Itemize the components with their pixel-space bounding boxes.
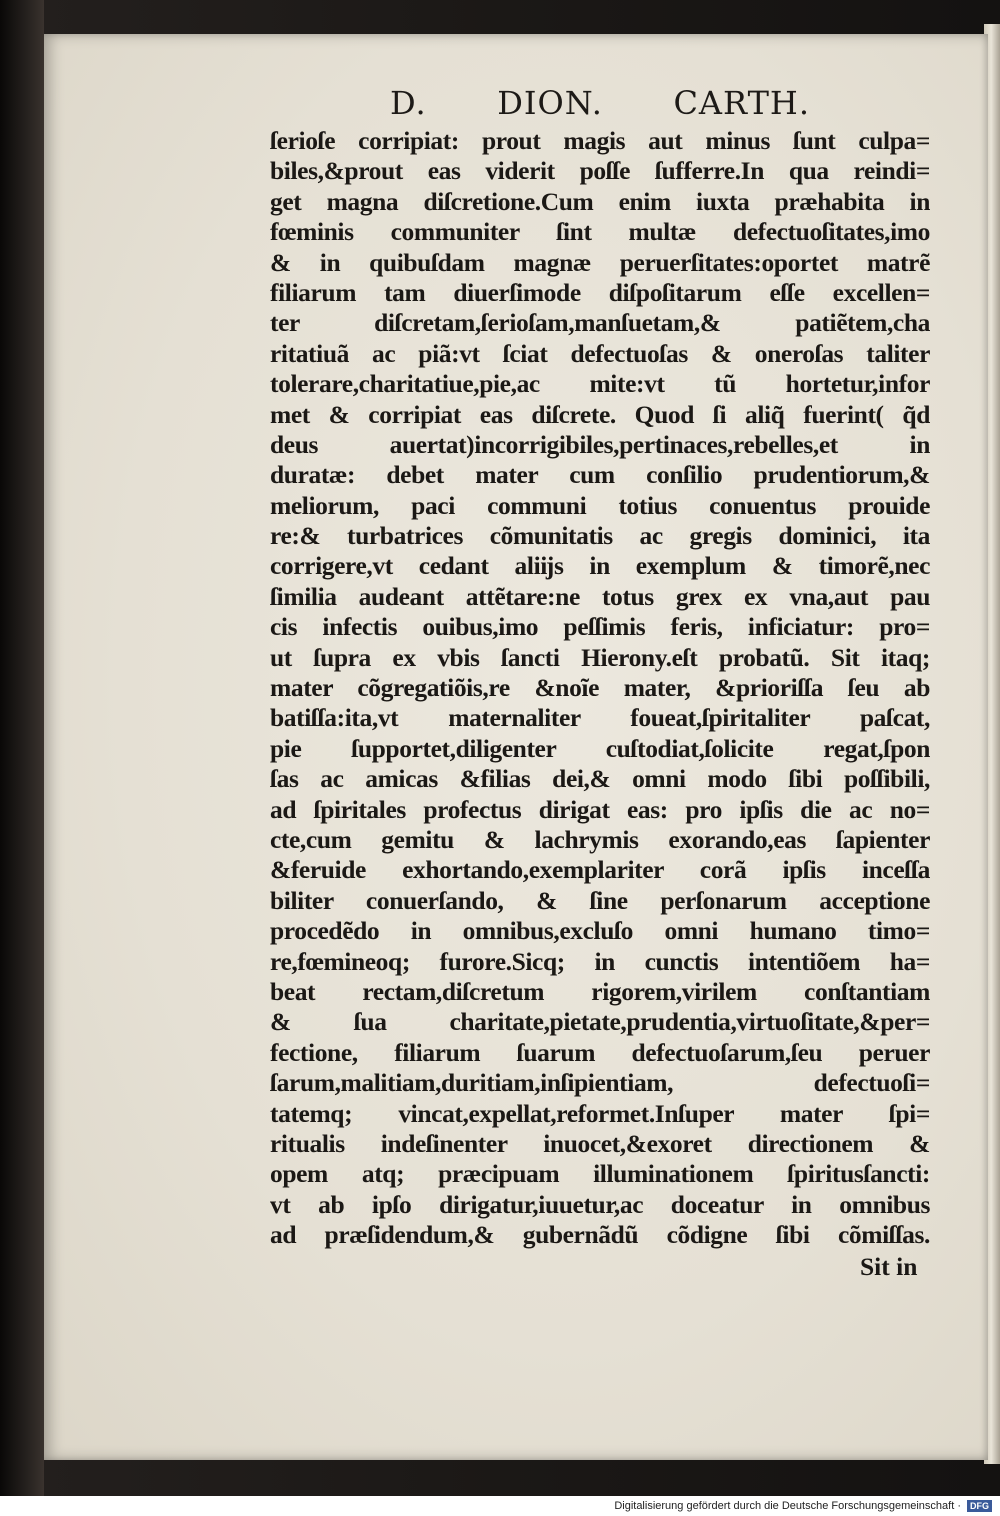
text-line: corrigere,vt cedant aliĳs in exemplum & timorẽ,nec: [270, 551, 930, 581]
text-line: filiarum tam diuerſimode diſpoſitarum eſſe excellen=: [270, 277, 930, 307]
running-head: [390, 84, 810, 122]
running-head-right: CARTH.: [673, 84, 810, 122]
dfg-logo-icon: DFG: [967, 1500, 992, 1512]
text-line: re:& turbatrices cõmunitatis ac gregis dominici, ita: [270, 521, 930, 551]
text-line: cte,cum gemitu & lachrymis exorando,eas ſapienter: [270, 824, 930, 854]
text-line: ut ſupra ex vbis ſancti Hierony.eſt probatũ. Sit itaq;: [270, 642, 930, 672]
text-line: mater cõgregatiõis,re &noĩe mater, &prioriſſa ſeu ab: [270, 673, 930, 703]
text-line: get magna diſcretione.Cum enim iuxta præhabita in: [270, 186, 930, 216]
text-line: ter diſcretam,ſerioſam,manſuetam,& patiẽtem,cha: [270, 308, 930, 338]
text-line: ſerioſe corripiat: prout magis aut minus ſunt culpa=: [270, 126, 930, 155]
text-line: & in quibuſdam magnæ peruerſitates:oportet matrẽ: [270, 247, 930, 277]
text-line: biliter conuerſando, & ſine perſonarum acceptione: [270, 885, 930, 915]
footer-bar: [0, 1496, 1000, 1516]
text-line: batiſſa:ita,vt maternaliter foueat,ſpiritaliter paſcat,: [270, 703, 930, 733]
text-line: duratæ: debet mater cum conſilio prudentiorum,&: [270, 460, 930, 490]
text-line: fectione, filiarum ſuarum defectuoſarum,ſeu peruer: [270, 1037, 930, 1067]
text-line: procedẽdo in omnibus,excluſo omni humano timo=: [270, 916, 930, 946]
text-line: cis infectis ouibus,imo peſſimis feris, inficiatur: pro=: [270, 612, 930, 642]
text-line: ad ſpiritales profectus dirigat eas: pro ipſis die ac no=: [270, 794, 930, 824]
text-line: ad præſidendum,& gubernãdũ cõdigne ſibi cõmiſſas.: [270, 1220, 930, 1250]
text-line: re,fœmineoq; furore.Sicq; in cunctis intentiõem ha=: [270, 946, 930, 976]
text-line: ritatiuã ac piã:vt ſciat defectuoſas & oneroſas taliter: [270, 338, 930, 368]
book-spine-shadow: [0, 0, 44, 1496]
text-line: beat rectam,diſcretum rigorem,virilem conſtantiam: [270, 976, 930, 1006]
footer-credit: Digitalisierung gefördert durch die Deutsche Forschungsgemeinschaft ·: [614, 1500, 961, 1512]
text-line: ſarum,malitiam,duritiam,inſipientiam, defectuoſi=: [270, 1068, 930, 1098]
body-text-block: [270, 126, 930, 1250]
text-line: ſas ac amicas &filias dei,& omni modo ſibi poſſibili,: [270, 764, 930, 794]
text-line: opem atq; præcipuam illuminationem ſpiritusſancti:: [270, 1159, 930, 1189]
text-line: biles,&prout eas viderit poſſe ſufferre.In qua reindi=: [270, 156, 930, 186]
text-line: deus auertat)incorrigibiles,pertinaces,rebelles,et in: [270, 429, 930, 459]
text-line: & ſua charitate,pietate,prudentia,virtuoſitate,&per=: [270, 1007, 930, 1037]
running-head-left: D.: [390, 84, 427, 122]
text-line: met & corripiat eas diſcrete. Quod ſi aliq̃ fuerint( q̃d: [270, 399, 930, 429]
text-line: pie ſupportet,diligenter cuſtodiat,ſolicite regat,ſpon: [270, 733, 930, 763]
text-line: fœminis communiter ſint multæ defectuoſitates,imo: [270, 217, 930, 247]
running-head-center: DION.: [497, 84, 603, 122]
text-line: ſimilia audeant attẽtare:ne totus grex ex vna,aut pau: [270, 581, 930, 611]
text-line: &feruide exhortando,exemplariter corã ipſis inceſſa: [270, 855, 930, 885]
text-line: tolerare,charitatiue,pie,ac mite:vt tũ hortetur,infor: [270, 369, 930, 399]
catchword: Sit in: [860, 1252, 918, 1281]
text-line: meliorum, paci communi totius conuentus prouide: [270, 490, 930, 520]
text-line: vt ab ipſo dirigatur,iuuetur,ac doceatur in omnibus: [270, 1189, 930, 1219]
text-line: ritualis indeſinenter inuocet,&exoret directionem &: [270, 1128, 930, 1158]
text-line: tatemq; vincat,expellat,reformet.Inſuper mater ſpi=: [270, 1098, 930, 1128]
